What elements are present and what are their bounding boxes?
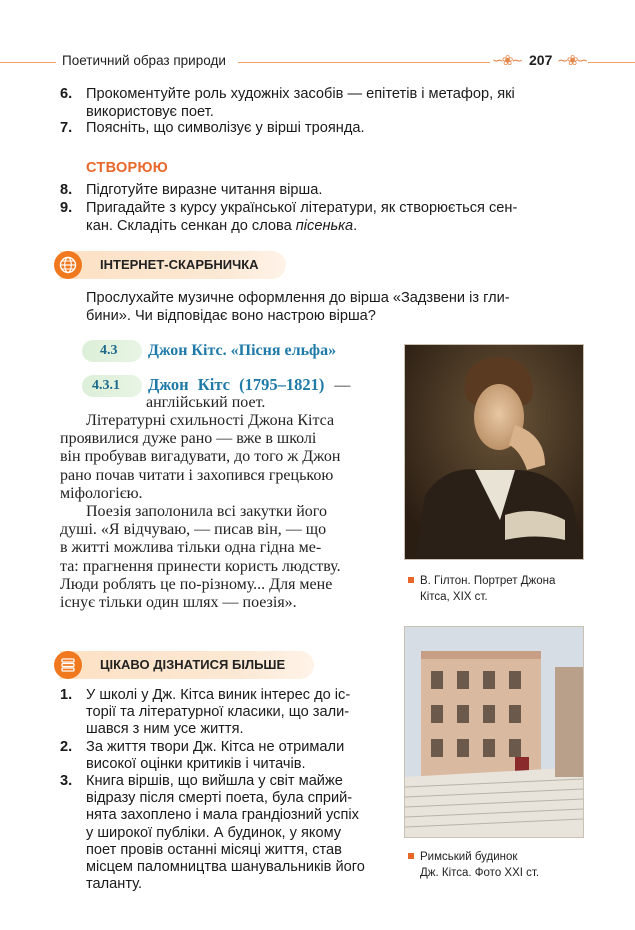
bio-line: англійський поет.	[146, 394, 266, 411]
header-rule-middle	[238, 62, 490, 63]
bio-paragraph: Літературні схильності Джона Кітса проявилися дуже рано — вже в школі він пробував вигадувати, до того ж Джон рано почав читати і захопився грецькою міфологією. Поезія заполонила всі закутки його душі. «Я відчуваю, — писав він, — що в житті можлива тільки одна гідна ме- та: прагнення принести користь людству. Люди роблять це по-різному... Для мене існує тільки один шлях — поезія».	[60, 412, 341, 612]
header-rule-right	[588, 62, 635, 63]
books-icon	[54, 651, 82, 679]
header-rule-left	[0, 62, 56, 63]
question-text: Поясніть, що символізує у вірші троянда.	[86, 120, 365, 136]
facts-box-label: ЦІКАВО ДІЗНАТИСЯ БІЛЬШЕ	[100, 657, 286, 672]
fact-text: За життя твори Дж. Кітса не отримали високої оцінки критиків і читачів.	[86, 739, 345, 773]
fact-number: 3.	[60, 773, 73, 789]
caption-bullet-icon	[408, 853, 414, 859]
section-label-create: СТВОРЮЮ	[86, 160, 169, 176]
ornament-left-icon: ∽❀∼	[492, 52, 522, 68]
facts-box-banner	[60, 651, 314, 679]
subsection-title: Джон Кітс. «Пісня ельфа»	[148, 342, 337, 359]
building-image	[404, 626, 584, 838]
question-number: 8.	[60, 182, 73, 198]
subsection-number-pill: 4.3	[82, 340, 142, 362]
fact-number: 1.	[60, 687, 73, 703]
internet-box-banner	[60, 251, 286, 279]
portrait-caption: В. Гілтон. Портрет Джона Кітса, XIX ст.	[408, 573, 598, 605]
bio-number-pill: 4.3.1	[82, 375, 142, 397]
question-number: 9.	[60, 200, 73, 216]
globe-icon	[54, 251, 82, 279]
internet-box-label: ІНТЕРНЕТ-СКАРБНИЧКА	[100, 257, 259, 272]
fact-text: У школі у Дж. Кітса виник інтерес до іс- торії та літературної класики, що зали- шався з ним усе життя.	[86, 687, 351, 738]
caption-bullet-icon	[408, 577, 414, 583]
fact-text: Книга віршів, що вийшла у світ майже відразу після смерті поета, була сприй- нята захоплено і мала грандіозний успіх у широкої публіки. А будинок, у якому поет провів останні місяці життя, став місцем паломництва шанувальників його таланту.	[86, 773, 365, 893]
ornament-right-icon: ∼❀∽	[557, 52, 587, 68]
fact-number: 2.	[60, 739, 73, 755]
question-number: 7.	[60, 120, 73, 136]
portrait-image	[404, 344, 584, 560]
bio-name: Джон Кітс (1795–1821)	[148, 375, 325, 394]
bio-heading: Джон Кітс (1795–1821) —	[148, 375, 351, 394]
internet-box-text: Прослухайте музичне оформлення до вірша «Задзвени із гли- бини». Чи відповідає воно настрою вірша?	[86, 290, 510, 324]
question-text: Пригадайте з курсу української літератури, як створюється сен- кан. Складіть сенкан до слова пісенька.	[86, 200, 518, 234]
question-text: Підготуйте виразне читання вірша.	[86, 182, 323, 198]
page-number: 207	[529, 52, 553, 68]
question-text: Прокоментуйте роль художніх засобів — епітетів і метафор, які використовує поет.	[86, 86, 515, 120]
question-number: 6.	[60, 86, 73, 102]
running-header-title: Поетичний образ природи	[62, 53, 226, 68]
building-caption: Римський будинок Дж. Кітса. Фото XXI ст.	[408, 849, 598, 881]
